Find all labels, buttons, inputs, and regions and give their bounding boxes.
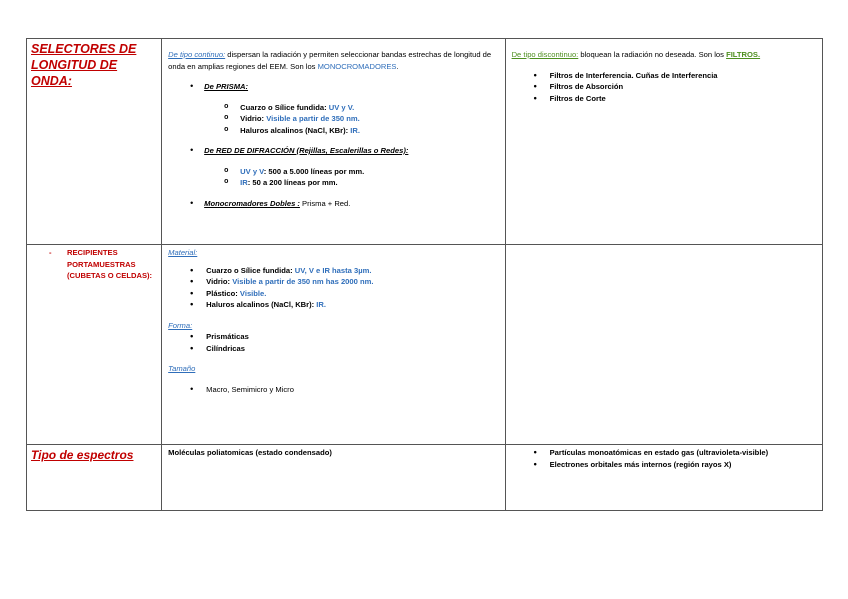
red-label: De RED DE DIFRACCIÓN (Rejillas, Escalerillas o Redes): (204, 146, 409, 155)
row-selectores (27, 39, 823, 245)
list-item: o IR: 50 a 200 líneas por mm. (168, 177, 500, 189)
cell-recipientes-empty (505, 245, 822, 445)
list-item: o Vidrio: Visible a partir de 350 nm. (168, 113, 500, 125)
cell-selectores-heading (27, 39, 162, 245)
discontinuo-block (506, 39, 822, 106)
monocromadores-term: MONOCROMADORES (317, 61, 397, 71)
red-list (168, 145, 500, 157)
cell-discontinuo (505, 39, 822, 245)
recipientes-block (162, 245, 504, 397)
list-item: o Cuarzo o Sílice fundida: UV y V. (168, 102, 500, 114)
list-item: • Plástico: Visible. (168, 288, 500, 300)
material-label: Material: (168, 248, 198, 257)
dash-marker: - (49, 248, 52, 257)
row-espectros (27, 445, 823, 511)
list-item: • Filtros de Corte (512, 93, 818, 105)
tamano-label: Tamaño (168, 364, 196, 373)
list-item: • Macro, Semimicro y Micro (168, 384, 500, 396)
forma-list (168, 331, 500, 354)
material-list (168, 265, 500, 311)
espectros-right-block (506, 445, 822, 472)
red-items (168, 166, 500, 189)
cell-recipientes-detail (162, 245, 505, 445)
list-item: • Monocromadores Dobles : Prisma + Red. (168, 198, 500, 210)
filtros-term: FILTROS. (726, 50, 761, 59)
continuo-label: De tipo continuo: (168, 50, 226, 59)
dobles-list (168, 198, 500, 210)
list-item: • Electrones orbitales más internos (región rayos X) (512, 459, 818, 471)
continuo-paragraph (168, 49, 500, 72)
list-item: o Haluros alcalinos (NaCl, KBr): IR. (168, 125, 500, 137)
list-item: • Prismáticas (168, 331, 500, 343)
discontinuo-text: bloquean la radiación no deseada. Son los (578, 50, 727, 59)
selectores-heading: SELECTORES DE LONGITUD DE ONDA: (31, 42, 137, 88)
list-item: • Cuarzo o Sílice fundida: UV, V e IR hasta 3µm. (168, 265, 500, 277)
espectros-heading: Tipo de espectros (31, 448, 134, 462)
continuo-text: dispersan la radiación y permiten seleccionar bandas estrechas de longitud de onda en amplias regiones del EEM. Son los (168, 50, 492, 71)
espectros-list (512, 447, 818, 470)
discontinuo-label: De tipo discontinuo: (511, 50, 579, 59)
continuo-block (162, 39, 504, 211)
list-item: o UV y V: 500 a 5.000 líneas por mm. (168, 166, 500, 178)
prisma-list (168, 81, 500, 93)
list-item (168, 81, 500, 93)
tamano-list (168, 384, 500, 396)
list-item: • Haluros alcalinos (NaCl, KBr): IR. (168, 299, 500, 311)
cell-espectros-heading (27, 445, 162, 511)
recipientes-heading: - RECIPIENTES PORTAMUESTRAS (CUBETAS O CELDAS): (49, 248, 153, 280)
espectros-middle-text: Moléculas poliatomicas (estado condensado) (168, 448, 332, 457)
continuo-end: . (396, 61, 399, 71)
row-recipientes (27, 245, 823, 445)
cell-espectros-right (505, 445, 822, 511)
cell-continuo (162, 39, 505, 245)
prisma-label: De PRISMA: (204, 82, 249, 91)
list-item: • Vidrio: Visible a partir de 350 nm has 2000 nm. (168, 276, 500, 288)
list-item: • Filtros de Absorción (512, 81, 818, 93)
forma-label: Forma: (168, 320, 193, 330)
cell-recipientes-heading (27, 245, 162, 445)
dobles-label: Monocromadores Dobles : (204, 198, 300, 208)
list-item (168, 145, 500, 157)
list-item: • Cilíndricas (168, 343, 500, 355)
summary-table (26, 38, 823, 511)
list-item: • Partículas monoatómicas en estado gas (ultravioleta-visible) (512, 447, 818, 459)
prisma-items (168, 102, 500, 137)
list-item: • Filtros de Interferencia. Cuñas de Interferencia (512, 70, 818, 82)
discontinuo-paragraph (512, 49, 818, 61)
cell-espectros-middle (162, 445, 505, 511)
filtros-list (512, 70, 818, 105)
